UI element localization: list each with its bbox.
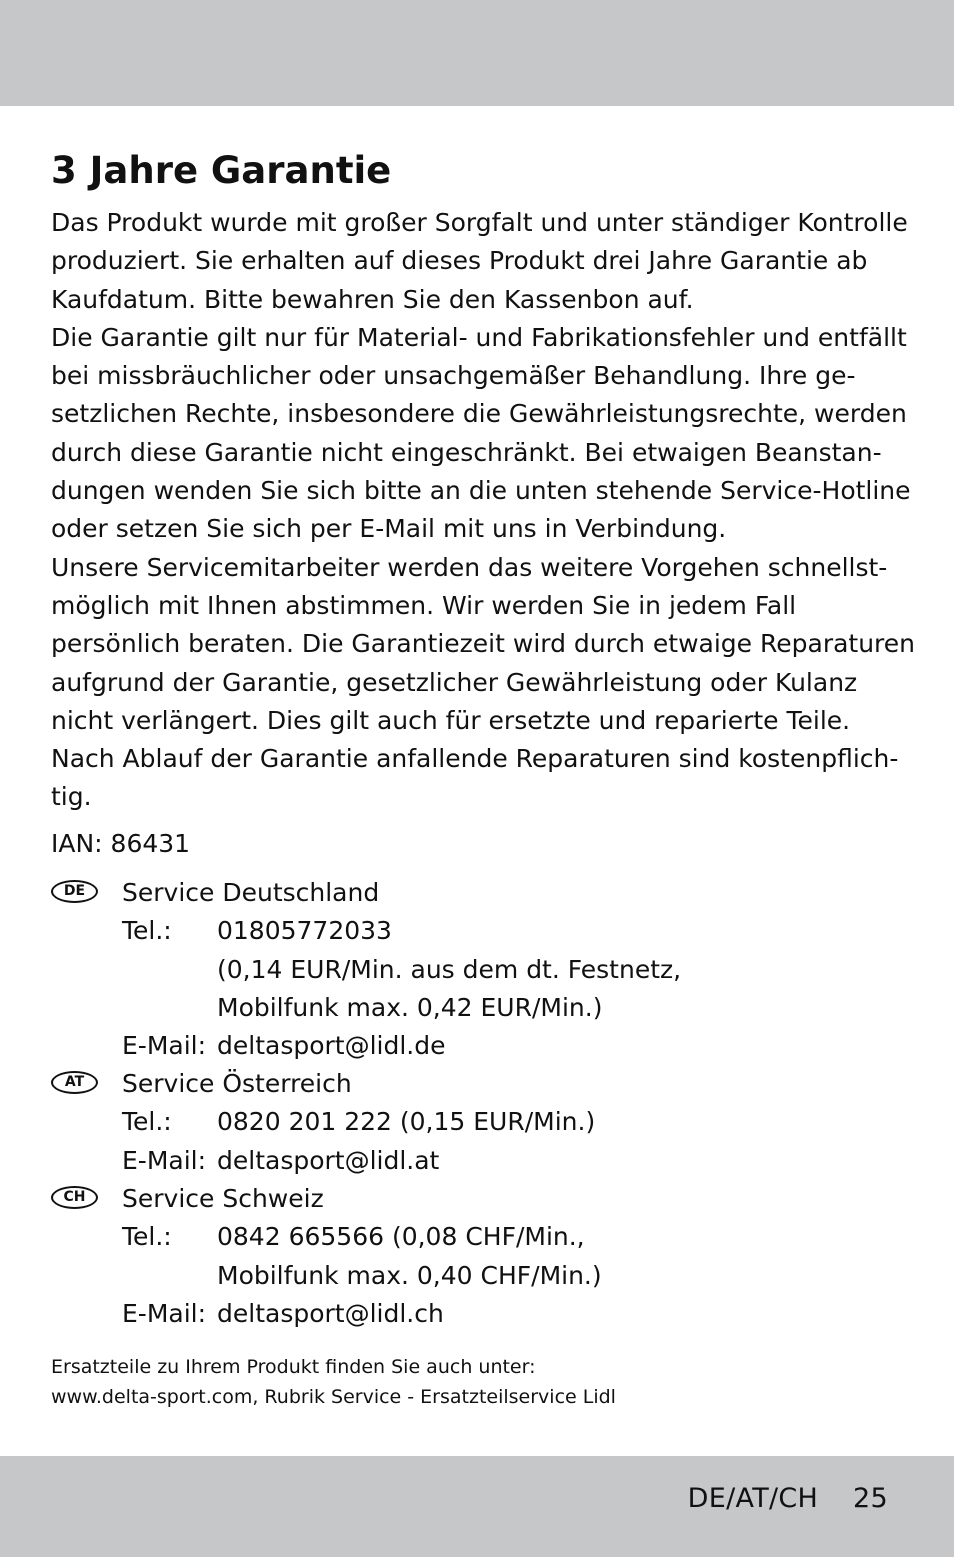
spare-parts-url[interactable]: www.delta-sport.com, Rubrik Service - Ersatzteilservice Lidl [51, 1386, 616, 1408]
text-line: Das Produkt wurde mit großer Sorgfalt und unter ständiger Kontrolle [51, 208, 908, 237]
text-line: aufgrund der Garantie, gesetzlicher Gewährleistung oder Kulanz [51, 667, 858, 697]
text-line: produziert. Sie erhalten auf dieses Produkt drei Jahre Garantie ab [51, 246, 868, 276]
text-line: Die Garantie gilt nur für Material- und Fabrikationsfehler und entfällt [51, 322, 907, 352]
warranty-text [51, 204, 916, 817]
text-line: bei missbräuchlicher oder unsachgemäßer Behandlung. Ihre ge- [51, 361, 856, 391]
text-line: oder setzen Sie sich per E-Mail mit uns in Verbindung. [51, 514, 727, 544]
tel-label: Tel.: [122, 1222, 172, 1252]
tel-note: Mobilfunk max. 0,42 EUR/Min.) [217, 992, 603, 1022]
text-line: durch diese Garantie nicht eingeschränkt. Bei etwaigen Beanstan- [51, 437, 882, 467]
text-line: tig. [51, 782, 92, 812]
tel-label: Tel.: [122, 916, 172, 946]
text-line: dungen wenden Sie sich bitte an die unten stehende Service-Hotline [51, 476, 911, 506]
text-line: Kaufdatum. Bitte bewahren Sie den Kassenbon auf. [51, 284, 694, 314]
spare-parts-line: Ersatzteile zu Ihrem Produkt finden Sie auch unter: [51, 1356, 536, 1378]
email-link[interactable]: deltasport@lidl.at [217, 1145, 440, 1175]
phone-number[interactable]: 0842 665566 (0,08 CHF/Min., [217, 1222, 585, 1252]
footer [688, 1483, 888, 1514]
service-name: Service Deutschland [122, 878, 380, 907]
text-line: persönlich beraten. Die Garantiezeit wird durch etwaige Reparaturen [51, 629, 916, 659]
spare-parts-note [51, 1352, 616, 1412]
email-label: E-Mail: [122, 1145, 207, 1175]
email-link[interactable]: deltasport@lidl.ch [217, 1298, 444, 1328]
email-label: E-Mail: [122, 1298, 207, 1328]
header-band [0, 0, 954, 106]
phone-number[interactable]: 0820 201 222 (0,15 EUR/Min.) [217, 1107, 596, 1137]
text-line: nicht verlängert. Dies gilt auch für ersetzte und reparierte Teile. [51, 705, 851, 735]
text-line: setzlichen Rechte, insbesondere die Gewährleistungsrechte, werden [51, 399, 907, 429]
page-title: 3 Jahre Garantie [51, 149, 392, 192]
tel-note: Mobilfunk max. 0,40 CHF/Min.) [217, 1260, 602, 1290]
country-badge-at: AT [51, 1071, 98, 1094]
country-badge-de: DE [51, 880, 98, 903]
country-badge-ch: CH [51, 1186, 98, 1209]
service-name: Service Schweiz [122, 1184, 324, 1213]
tel-note: (0,14 EUR/Min. aus dem dt. Festnetz, [217, 954, 682, 984]
email-link[interactable]: deltasport@lidl.de [217, 1031, 446, 1061]
page-number: 25 [853, 1483, 888, 1514]
service-name: Service Österreich [122, 1069, 352, 1098]
text-line: Unsere Servicemitarbeiter werden das weitere Vorgehen schnellst- [51, 552, 888, 582]
email-label: E-Mail: [122, 1031, 207, 1061]
phone-number[interactable]: 01805772033 [217, 916, 392, 946]
footer-countries: DE/AT/CH [687, 1483, 819, 1514]
text-line: Nach Ablauf der Garantie anfallende Reparaturen sind kostenpflich- [51, 744, 899, 774]
ian-number: IAN: 86431 [51, 829, 191, 858]
text-line: möglich mit Ihnen abstimmen. Wir werden Sie in jedem Fall [51, 590, 797, 620]
tel-label: Tel.: [122, 1107, 172, 1137]
